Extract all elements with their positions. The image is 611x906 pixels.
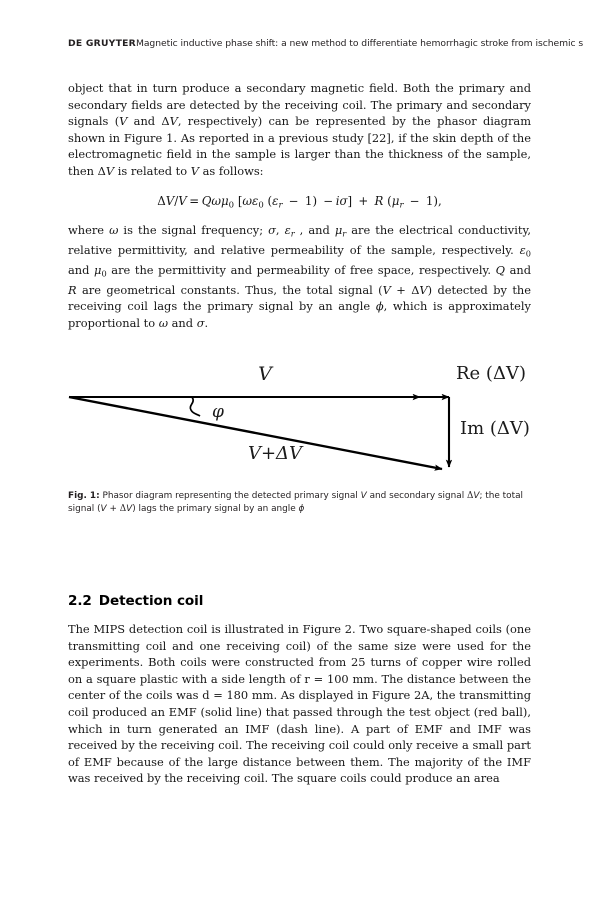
paragraph-symbols: where ω is the signal frequency; σ, $\varepsilon_r$ , and $\mu_r$ are the electrical conductivity, relative permittivity, and relative permeability of the sample, respectively. $\varepsilon_0$ and $\mu_0$ are the permittivity and permeability of free space, respectively. Q and R are geometrical constants. Thus, the total signal (V + ΔV) detected by the receiving coil lags the primary signal by an angle ϕ, which is approximately proportional to ω and σ. <box>68 222 532 330</box>
angle-arc <box>190 397 200 416</box>
label-phase-angle: φ <box>212 402 224 422</box>
figure-caption-label: Fig. 1: <box>68 491 100 501</box>
text-column-upper <box>68 80 531 331</box>
section-number: 2.2 <box>68 593 92 610</box>
article-title: Magnetic inductive phase shift: a new method to differentiate hemorrhagic stroke from ischemic s <box>135 38 584 49</box>
figure-caption <box>68 490 533 516</box>
label-total-vector: V+ΔV <box>247 443 303 464</box>
section-heading-detection-coil <box>68 593 203 609</box>
paragraph-detection-coil: The MIPS detection coil is illustrated in Figure 2. Two square-shaped coils (one transmitting coil and one receiving coil) of the same size were used for the experiments. Both coils were constructed from 25 turns of copper wire rolled on a square plastic with a side length of r = 100 mm. The distance between the center of the coils was d = 180 mm. As displayed in Figure 2A, the transmitting coil produced an EMF (solid line) that passed through the test object (red ball), which in turn generated an IMF (dash line). A part of EMF and IMF was received by the receiving coil. The receiving coil could only receive a small part of EMF because of the large distance between them. The majority of the IMF was received by the receiving coil. The square coils could produce an area <box>68 622 531 786</box>
text-column-lower <box>68 621 531 787</box>
running-header <box>68 38 611 56</box>
figure-1 <box>60 352 560 527</box>
display-equation-1: ΔV/V = Qωμ$_0$ [$\omega\varepsilon_0$ $(\varepsilon_r - 1) - i\sigma] + R$ $(\mu_r - 1)$, <box>157 193 442 210</box>
label-real-part: Re (ΔV) <box>456 363 526 384</box>
publisher-brand: DE GRUYTER <box>68 38 136 49</box>
figure-caption-text: Phasor diagram representing the detected primary signal V and secondary signal ΔV; the total signal (V + ΔV) lags the primary signal by an angle ϕ <box>68 491 523 515</box>
phasor-diagram <box>60 352 560 487</box>
label-imaginary-part: Im (ΔV) <box>460 418 530 439</box>
paragraph-intro: object that in turn produce a secondary magnetic field. Both the primary and secondary fields are detected by the receiving coil. The primary and secondary signals (V and ΔV, respectively) can be represented by the phasor diagram shown in Figure 1. As reported in a previous study [22], if the skin depth of the electromagnetic field in the sample is larger than the thickness of the sample, then ΔV is related to V as follows: <box>68 81 531 178</box>
label-primary-vector: V <box>258 363 272 385</box>
section-title: Detection coil <box>98 593 204 610</box>
